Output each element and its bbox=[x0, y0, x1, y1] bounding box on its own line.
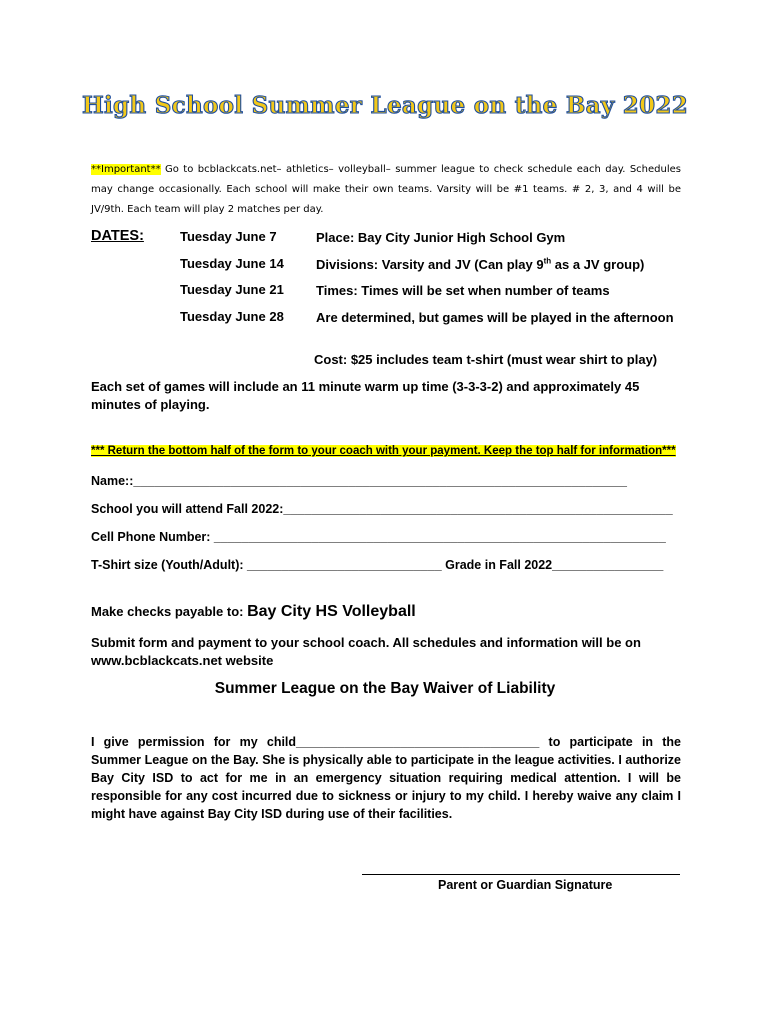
games-note: Each set of games will include an 11 minute warm up time (3-3-3-2) and approximately 45 minutes of playing. bbox=[91, 379, 640, 412]
checks-label: Make checks payable to: bbox=[91, 604, 248, 619]
signature-line[interactable] bbox=[362, 874, 680, 875]
date-item: Tuesday June 7 bbox=[180, 229, 277, 244]
waiver-title: Summer League on the Bay Waiver of Liability bbox=[214, 680, 556, 697]
important-label: **Important** bbox=[91, 164, 161, 175]
tshirt-grade-field[interactable]: T-Shirt size (Youth/Adult): ____________________________ Grade in Fall 2022________________ bbox=[91, 558, 664, 572]
return-note-text: *** Return the bottom half of the form to your coach with your payment. Keep the top half for information*** bbox=[91, 445, 676, 457]
date-item: Tuesday June 28 bbox=[180, 309, 284, 324]
important-note bbox=[91, 160, 681, 220]
cost-info: Cost: $25 includes team t-shirt (must wear shirt to play) bbox=[314, 352, 658, 367]
divisions-superscript: th bbox=[543, 256, 552, 266]
school-field[interactable]: School you will attend Fall 2022:________________________________________________________ bbox=[91, 502, 673, 516]
signature-label: Parent or Guardian Signature bbox=[438, 878, 613, 892]
divisions-text: Divisions: Varsity and JV (Can play 9 bbox=[316, 257, 544, 272]
times-info: Times: Times will be set when number of teams bbox=[316, 283, 610, 298]
date-item: Tuesday June 14 bbox=[180, 256, 284, 271]
determined-info: Are determined, but games will be played in the afternoon bbox=[316, 310, 674, 325]
divisions-info bbox=[316, 256, 681, 273]
checks-payee: Bay City HS Volleyball bbox=[247, 603, 416, 620]
checks-payable bbox=[91, 603, 681, 621]
divisions-text-end: as a JV group) bbox=[551, 257, 645, 272]
dates-label: DATES: bbox=[91, 228, 144, 244]
cell-phone-field[interactable]: Cell Phone Number: _________________________________________________________________ bbox=[91, 530, 666, 544]
submit-note: Submit form and payment to your school coach. All schedules and information will be on www.bcblackcats.net website bbox=[91, 635, 641, 668]
name-field[interactable]: Name::_______________________________________________________________________ bbox=[91, 474, 627, 488]
important-text: Go to bcblackcats.net– athletics– volleyball– summer league to check schedule each day. Schedules may change occasionally. Each school will make their own teams. Varsity will be #1 teams. # 2, 3, and 4 will be JV/9th. Each team will play 2 matches per day. bbox=[91, 164, 681, 215]
date-item: Tuesday June 21 bbox=[180, 282, 284, 297]
page-title: High School Summer League on the Bay 2022 bbox=[81, 92, 689, 119]
place-info: Place: Bay City Junior High School Gym bbox=[316, 230, 566, 245]
return-note bbox=[91, 445, 679, 457]
waiver-text: I give permission for my child___________________________________ to participate in the Summer League on the Bay. She is physically able to participate in the league activities. I authorize Bay City ISD to act for me in an emergency situation requiring medical attention. I will be responsible for any cost incurred due to sickness or injury to my child. I hereby waive any claim I might have against Bay City ISD during use of their facilities. bbox=[91, 735, 681, 821]
